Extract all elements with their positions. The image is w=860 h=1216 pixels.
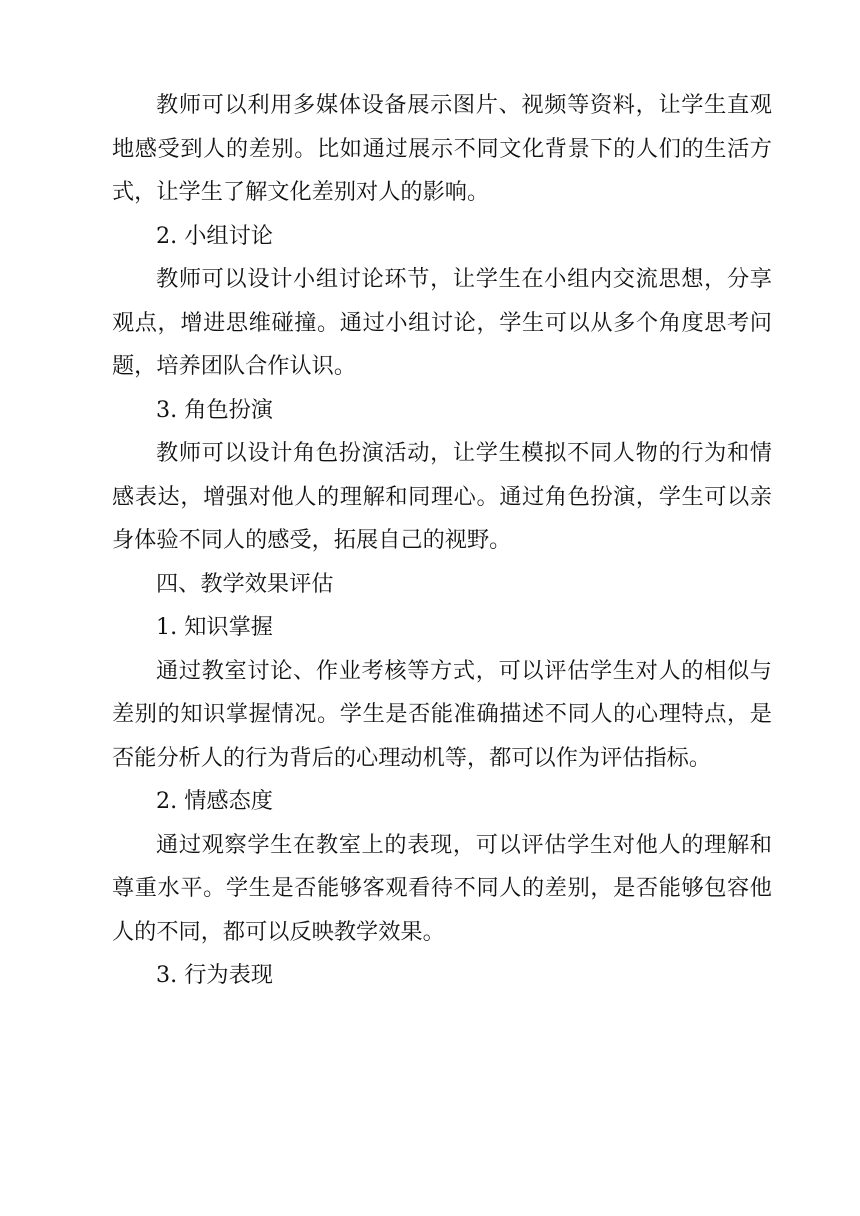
paragraph-role-play: 教师可以设计角色扮演活动，让学生模拟不同人物的行为和情感表达，增强对他人的理解和同理心。通过角色扮演，学生可以亲身体验不同人的感受，拓展自己的视野。 [112,440,772,553]
heading-role-play: 3. 角色扮演 [156,396,273,423]
heading-knowledge: 1. 知识掌握 [156,614,273,640]
heading-attitude: 2. 情感态度 [156,788,273,814]
heading-behavior: 3. 行为表现 [156,962,273,988]
section-heading-evaluation: 四、教学效果评估 [156,570,334,597]
paragraph-attitude: 通过观察学生在教室上的表现，可以评估学生对他人的理解和尊重水平。学生是否能够客观看待不同人的差别，是否能够包容他人的不同，都可以反映教学效果。 [112,831,772,945]
heading-group-discussion: 2. 小组讨论 [156,222,273,249]
document-page [112,84,772,998]
paragraph-knowledge: 通过教室讨论、作业考核等方式，可以评估学生对人的相似与差别的知识掌握情况。学生是否能准确描述不同人的心理特点，是否能分析人的行为背后的心理动机等，都可以作为评估指标。 [112,657,772,771]
paragraph-multimedia: 教师可以利用多媒体设备展示图片、视频等资料，让学生直观地感受到人的差别。比如通过展示不同文化背景下的人们的生活方式，让学生了解文化差别对人的影响。 [112,92,772,205]
paragraph-group-discussion: 教师可以设计小组讨论环节，让学生在小组内交流思想，分享观点，增进思维碰撞。通过小组讨论，学生可以从多个角度思考问题，培养团队合作认识。 [112,266,772,379]
